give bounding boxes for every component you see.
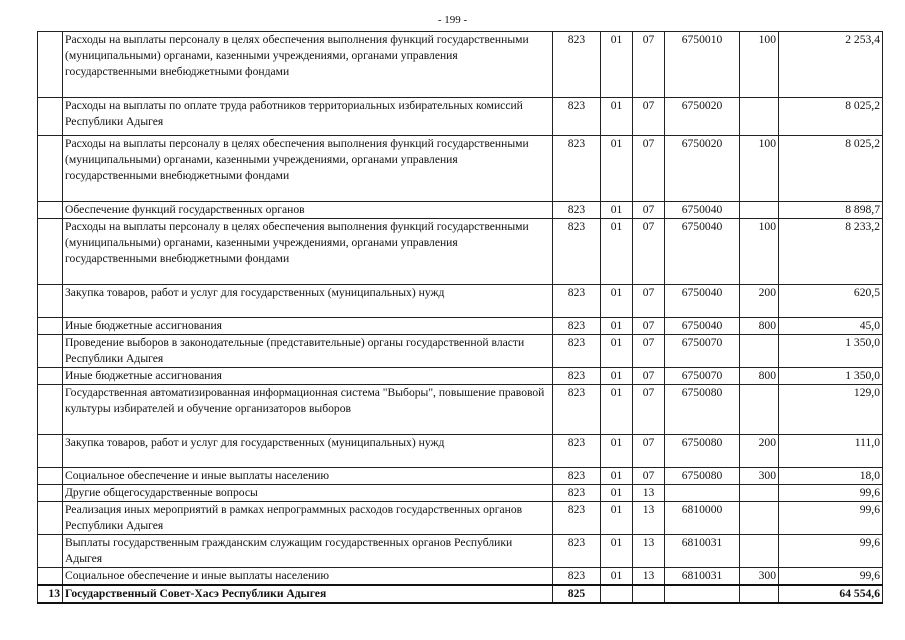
table-row <box>38 435 883 468</box>
row-expense-type: 300 <box>740 568 779 586</box>
row-section-code: 01 <box>601 219 633 285</box>
row-section-code <box>601 585 633 603</box>
row-number <box>38 202 63 219</box>
row-amount: 111,0 <box>779 435 883 468</box>
row-target-code: 6750040 <box>665 219 740 285</box>
row-expense-type: 800 <box>740 368 779 385</box>
row-amount: 99,6 <box>779 535 883 568</box>
row-ved-code: 823 <box>553 468 601 485</box>
budget-table-body <box>38 32 883 604</box>
table-row <box>38 219 883 285</box>
row-name: Закупка товаров, работ и услуг для государственных (муниципальных) нужд <box>63 285 553 318</box>
row-amount: 129,0 <box>779 385 883 435</box>
row-name: Иные бюджетные ассигнования <box>63 368 553 385</box>
row-subsection-code: 13 <box>633 502 665 535</box>
row-name: Социальное обеспечение и иные выплаты населению <box>63 568 553 586</box>
row-name: Государственная автоматизированная информационная система "Выборы", повышение правовой культуры избирателей и обучение организаторов выборов <box>63 385 553 435</box>
row-section-code: 01 <box>601 485 633 502</box>
table-row <box>38 502 883 535</box>
row-ved-code: 823 <box>553 485 601 502</box>
row-target-code: 6750040 <box>665 285 740 318</box>
row-expense-type <box>740 585 779 603</box>
table-row <box>38 285 883 318</box>
row-subsection-code: 07 <box>633 32 665 98</box>
row-expense-type: 800 <box>740 318 779 335</box>
row-target-code: 6750020 <box>665 136 740 202</box>
row-expense-type <box>740 535 779 568</box>
row-target-code <box>665 585 740 603</box>
table-row <box>38 568 883 586</box>
row-subsection-code: 07 <box>633 368 665 385</box>
row-section-code: 01 <box>601 32 633 98</box>
table-row <box>38 368 883 385</box>
row-expense-type <box>740 335 779 368</box>
row-ved-code: 823 <box>553 136 601 202</box>
row-name: Иные бюджетные ассигнования <box>63 318 553 335</box>
row-section-code: 01 <box>601 468 633 485</box>
row-amount: 8 025,2 <box>779 136 883 202</box>
row-amount: 8 025,2 <box>779 98 883 136</box>
row-ved-code: 823 <box>553 535 601 568</box>
row-subsection-code: 07 <box>633 468 665 485</box>
row-number <box>38 32 63 98</box>
table-row <box>38 535 883 568</box>
budget-table <box>37 31 883 604</box>
row-subsection-code: 13 <box>633 485 665 502</box>
row-subsection-code: 07 <box>633 435 665 468</box>
table-row <box>38 468 883 485</box>
row-amount: 99,6 <box>779 568 883 586</box>
row-target-code: 6750040 <box>665 318 740 335</box>
row-section-code: 01 <box>601 285 633 318</box>
row-section-code: 01 <box>601 535 633 568</box>
row-number <box>38 502 63 535</box>
row-subsection-code: 13 <box>633 568 665 586</box>
row-section-code: 01 <box>601 502 633 535</box>
row-ved-code: 823 <box>553 385 601 435</box>
row-section-code: 01 <box>601 202 633 219</box>
row-name: Реализация иных мероприятий в рамках непрограммных расходов государственных органов Республики Адыгея <box>63 502 553 535</box>
row-name: Расходы на выплаты по оплате труда работников территориальных избирательных комиссий Республики Адыгея <box>63 98 553 136</box>
row-number <box>38 318 63 335</box>
row-subsection-code: 07 <box>633 318 665 335</box>
row-section-code: 01 <box>601 136 633 202</box>
table-row <box>38 202 883 219</box>
row-expense-type: 100 <box>740 219 779 285</box>
row-number <box>38 385 63 435</box>
row-number <box>38 368 63 385</box>
row-target-code: 6810000 <box>665 502 740 535</box>
row-amount: 1 350,0 <box>779 335 883 368</box>
row-name: Закупка товаров, работ и услуг для государственных (муниципальных) нужд <box>63 435 553 468</box>
row-name: Обеспечение функций государственных органов <box>63 202 553 219</box>
row-number: 13 <box>38 585 63 603</box>
row-expense-type <box>740 98 779 136</box>
row-section-code: 01 <box>601 335 633 368</box>
row-expense-type: 200 <box>740 285 779 318</box>
row-expense-type: 300 <box>740 468 779 485</box>
row-target-code: 6750070 <box>665 368 740 385</box>
row-expense-type <box>740 385 779 435</box>
row-ved-code: 823 <box>553 318 601 335</box>
row-name: Проведение выборов в законодательные (представительные) органы государственной власти Республики Адыгея <box>63 335 553 368</box>
row-number <box>38 568 63 586</box>
row-amount: 99,6 <box>779 485 883 502</box>
table-row <box>38 98 883 136</box>
row-section-code: 01 <box>601 98 633 136</box>
row-ved-code: 823 <box>553 285 601 318</box>
row-subsection-code: 07 <box>633 202 665 219</box>
table-row <box>38 136 883 202</box>
row-ved-code: 823 <box>553 435 601 468</box>
page-number: - 199 - <box>437 14 468 26</box>
row-target-code <box>665 485 740 502</box>
row-number <box>38 335 63 368</box>
row-expense-type <box>740 502 779 535</box>
row-section-code: 01 <box>601 368 633 385</box>
row-target-code: 6810031 <box>665 568 740 586</box>
row-subsection-code: 07 <box>633 285 665 318</box>
row-expense-type: 100 <box>740 136 779 202</box>
table-row <box>38 335 883 368</box>
row-section-code: 01 <box>601 568 633 586</box>
row-section-code: 01 <box>601 385 633 435</box>
row-ved-code: 823 <box>553 219 601 285</box>
row-target-code: 6750080 <box>665 468 740 485</box>
row-ved-code: 823 <box>553 502 601 535</box>
row-number <box>38 435 63 468</box>
row-subsection-code: 07 <box>633 385 665 435</box>
row-name: Государственный Совет-Хасэ Республики Адыгея <box>63 585 553 603</box>
row-number <box>38 468 63 485</box>
table-row <box>38 32 883 98</box>
row-ved-code: 823 <box>553 32 601 98</box>
row-number <box>38 285 63 318</box>
row-number <box>38 535 63 568</box>
row-expense-type: 200 <box>740 435 779 468</box>
row-expense-type <box>740 485 779 502</box>
row-target-code: 6750080 <box>665 385 740 435</box>
row-section-code: 01 <box>601 435 633 468</box>
row-name: Расходы на выплаты персоналу в целях обеспечения выполнения функций государственными (муниципальными) органами, казенными учреждениями, органами управления государственными внебюджетными фондами <box>63 219 553 285</box>
row-number <box>38 136 63 202</box>
row-target-code: 6750080 <box>665 435 740 468</box>
row-subsection-code: 07 <box>633 335 665 368</box>
table-row <box>38 485 883 502</box>
table-row <box>38 385 883 435</box>
row-amount: 2 253,4 <box>779 32 883 98</box>
row-amount: 18,0 <box>779 468 883 485</box>
row-ved-code: 823 <box>553 98 601 136</box>
row-amount: 64 554,6 <box>779 585 883 603</box>
row-ved-code: 823 <box>553 202 601 219</box>
row-number <box>38 98 63 136</box>
row-subsection-code <box>633 585 665 603</box>
table-row <box>38 318 883 335</box>
row-expense-type <box>740 202 779 219</box>
row-name: Другие общегосударственные вопросы <box>63 485 553 502</box>
row-expense-type: 100 <box>740 32 779 98</box>
row-number <box>38 219 63 285</box>
row-subsection-code: 07 <box>633 98 665 136</box>
row-target-code: 6750010 <box>665 32 740 98</box>
row-subsection-code: 07 <box>633 219 665 285</box>
row-amount: 1 350,0 <box>779 368 883 385</box>
row-target-code: 6750020 <box>665 98 740 136</box>
row-amount: 620,5 <box>779 285 883 318</box>
row-amount: 8 898,7 <box>779 202 883 219</box>
row-target-code: 6810031 <box>665 535 740 568</box>
row-ved-code: 823 <box>553 568 601 586</box>
row-number <box>38 485 63 502</box>
table-row <box>38 585 883 603</box>
row-target-code: 6750040 <box>665 202 740 219</box>
row-name: Выплаты государственным гражданским служащим государственных органов Республики Адыгея <box>63 535 553 568</box>
row-amount: 45,0 <box>779 318 883 335</box>
row-amount: 8 233,2 <box>779 219 883 285</box>
row-target-code: 6750070 <box>665 335 740 368</box>
row-ved-code: 823 <box>553 335 601 368</box>
row-ved-code: 825 <box>553 585 601 603</box>
row-subsection-code: 07 <box>633 136 665 202</box>
row-name: Расходы на выплаты персоналу в целях обеспечения выполнения функций государственными (муниципальными) органами, казенными учреждениями, органами управления государственными внебюджетными фондами <box>63 136 553 202</box>
row-name: Расходы на выплаты персоналу в целях обеспечения выполнения функций государственными (муниципальными) органами, казенными учреждениями, органами управления государственными внебюджетными фондами <box>63 32 553 98</box>
row-amount: 99,6 <box>779 502 883 535</box>
row-ved-code: 823 <box>553 368 601 385</box>
row-name: Социальное обеспечение и иные выплаты населению <box>63 468 553 485</box>
row-section-code: 01 <box>601 318 633 335</box>
row-subsection-code: 13 <box>633 535 665 568</box>
